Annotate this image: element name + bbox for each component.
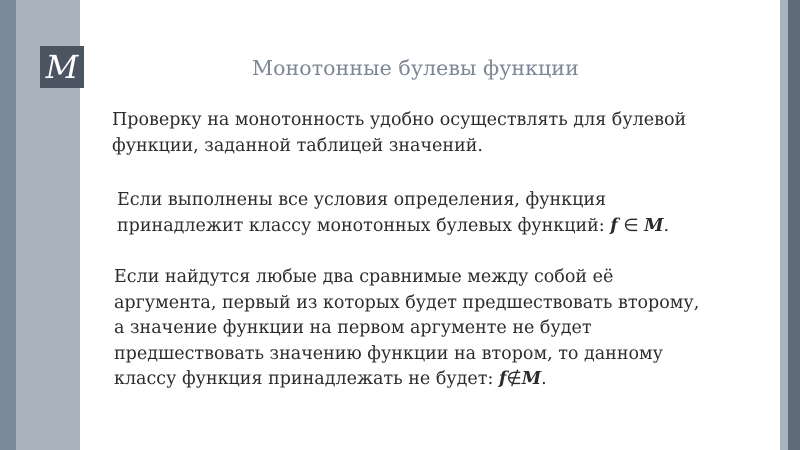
right-decor-band-dark <box>788 0 800 450</box>
paragraph-text: классу функция принадлежать не будет: <box>114 369 499 389</box>
formula-period: . <box>541 369 547 389</box>
paragraph-line: Если выполнены все условия определения, функция <box>117 190 607 210</box>
formula-period: . <box>663 215 670 236</box>
formula-element-of: ∈ <box>617 215 645 236</box>
logo-m-icon <box>40 46 84 88</box>
formula-function: f <box>498 369 507 389</box>
left-decor-band <box>0 0 16 450</box>
paragraph-text: принадлежит классу монотонных булевых функций: <box>117 215 611 236</box>
paragraph-membership <box>117 188 669 239</box>
paragraph-line-with-formula <box>114 367 699 393</box>
paragraph-line: предшествовать значению функции на втором, то данному <box>114 343 663 364</box>
paragraph-line: Проверку на монотонность удобно осуществлять для булевой <box>112 110 687 130</box>
paragraph-non-membership <box>114 265 699 393</box>
right-decor-band-light <box>780 0 788 450</box>
formula-set: M <box>521 369 542 389</box>
formula-set: M <box>644 215 664 236</box>
paragraph-line: а значение функции на первом аргументе не будет <box>114 318 592 338</box>
slide-title: Монотонные булевы функции <box>252 56 579 80</box>
formula-not-element-of: ∉ <box>506 369 522 389</box>
paragraph-line: аргумента, первый из которых будет предшествовать второму, <box>114 292 700 313</box>
paragraph-line: Если найдутся любые два сравнимые между собой её <box>114 267 614 287</box>
formula-function: f <box>610 215 618 236</box>
paragraph-intro <box>112 108 686 159</box>
paragraph-line-with-formula <box>117 214 669 240</box>
paragraph-line: функции, заданной таблицей значений. <box>112 135 483 156</box>
logo-letter: M <box>45 48 79 86</box>
